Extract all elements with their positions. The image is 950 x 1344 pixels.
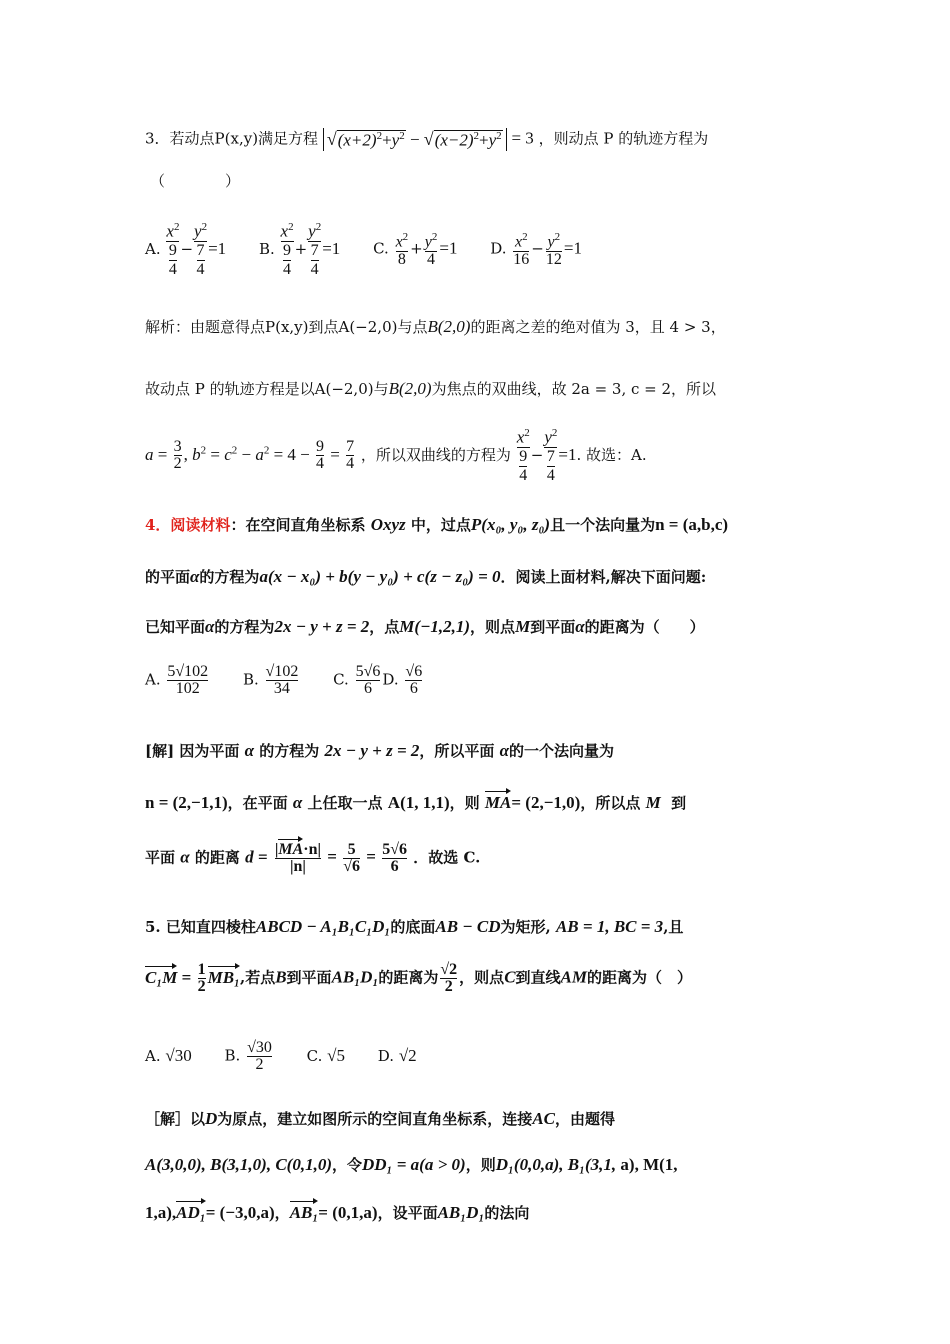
q4-number: 4．阅读材料 bbox=[145, 516, 231, 534]
q4-option-b[interactable]: B. $\frac{√102}{34}$ bbox=[242, 663, 299, 697]
q4-distance-formula: $\frac{|MA\cdot n|}{|n|}$ = $\frac{5}{√6}$ = $\frac{5√6}{6}$ bbox=[274, 841, 407, 875]
q3-options bbox=[145, 222, 810, 278]
q5-solution-3: 1,a),AD₁= (−3,0,a)，AB₁= (0,1,a)，设平面AB₁D₁的法向 bbox=[145, 1203, 530, 1222]
q5-vector-relation: C₁M = $\frac{1}{2}$ MB₁ bbox=[145, 961, 240, 996]
q4-option-c[interactable]: C. $\frac{5√6}{6}$ bbox=[333, 663, 381, 697]
q5-option-b[interactable]: B. $\frac{√30}{2}$ bbox=[224, 1039, 272, 1073]
q4-solution-3: 平面 α 的距离 d = $\frac{|MA\cdot n|}{|n|}$ = $\frac{5}{√6}$ = $\frac{5√6}{6}$ ．故选 C. bbox=[145, 841, 481, 875]
q3-answer-paren: （ ） bbox=[150, 172, 241, 190]
q5-solution-1: ［解］以D为原点，建立如图所示的空间直角坐标系，连接AC，由题得 bbox=[145, 1109, 616, 1128]
q4-option-a[interactable]: A. $\frac{5√102}{102}$ bbox=[145, 663, 209, 697]
q4-line-1: 4．阅读材料：在空间直角坐标系 Oxyz 中，过点P(x₀, y₀, z₀)且一个法向量为n = (a,b,c) bbox=[145, 515, 729, 534]
q3-eq-tail: = 3 bbox=[511, 128, 534, 148]
q3-option-c[interactable]: C. $\frac{x^2}{8}$ + $\frac{y^2}{4}$ =1 bbox=[373, 231, 458, 268]
q4-line-2: 的平面α的方程为a(x − x₀) + b(y − y₀) + c(z − z₀) = 0．阅读上面材料,解决下面问题: bbox=[145, 567, 707, 586]
q5-options bbox=[145, 1040, 810, 1073]
q4-solution-2: n = (2,−1,1)，在平面 α 上任取一点 A(1, 1,1)，则 MA= (2,−1,0)，所以点 M 到 bbox=[145, 793, 687, 812]
q3-stem bbox=[145, 128, 810, 151]
q5-solution-2: A(3,0,0), B(3,1,0), C(0,1,0)，令DD₁ = a(a > 0)，则D₁(0,0,a), B₁(3,1, a), M(1, bbox=[145, 1155, 678, 1174]
q3-solution-3: a = $\frac{3}{2}$ , $b^2 = c^2 - a^2 = 4$ − $\frac{9}{4}$ = $\frac{7}{4}$ ，所以双曲线的方程为 $\frac{x^2}{\frac{9}{4}}$ − $\frac{y^2}{\frac{7}{4}}$ =1. 故选：A. bbox=[145, 427, 647, 484]
q5-option-d[interactable]: D. √2 bbox=[377, 1045, 417, 1065]
q5-option-c[interactable]: C. √5 bbox=[306, 1045, 345, 1065]
q3-stem-tail: ，则动点 P 的轨迹方程为 bbox=[538, 129, 709, 148]
q3-option-a[interactable]: A. $\frac{x^2}{\frac{9}{4}}$ − $\frac{y^2}{\frac{7}{4}}$ =1 bbox=[145, 221, 227, 278]
q5-option-a[interactable]: A. √30 bbox=[145, 1045, 192, 1065]
q3-ab-values: a = $\frac{3}{2}$ , $b^2 = c^2 - a^2 = 4$ − $\frac{9}{4}$ = $\frac{7}{4}$ bbox=[145, 438, 355, 473]
q3-solution-1: 解析：由题意得点P(x,y)到点A(−2,0)与点B(2,0)的距离之差的绝对值为 3，且 4 > 3， bbox=[145, 317, 726, 336]
q4-line-3: 已知平面α的方程为2x − y + z = 2，点M(−1,2,1)，则点M到平面α的距离为（ ） bbox=[145, 617, 705, 636]
q5-line-2: C₁M = $\frac{1}{2}$ MB₁,若点B到平面AB₁D₁的距离为 $\frac{√2}{2}$ ，则点C到直线AM的距离为（ ） bbox=[145, 961, 693, 996]
q3-option-d[interactable]: D. $\frac{x^2}{16}$ − $\frac{y^2}{12}$ =1 bbox=[490, 231, 582, 268]
q3-answer-eq: $\frac{x^2}{\frac{9}{4}}$ bbox=[516, 427, 530, 484]
q3-abs-expr: √ $(x+2)^2+y^2$ − √ $(x-2)^2+y^2$ bbox=[323, 128, 507, 151]
q4-option-d[interactable]: D. $\frac{√6}{6}$ bbox=[382, 663, 423, 697]
q4-options bbox=[145, 664, 810, 697]
q4-solution-1: [解] 因为平面 α 的方程为 2x − y + z = 2，所以平面 α的一个法向量为 bbox=[145, 741, 615, 760]
q3-option-b[interactable]: B. $\frac{x^2}{\frac{9}{4}}$ + $\frac{y^2}{\frac{7}{4}}$ =1 bbox=[258, 221, 341, 278]
q5-line-1: 5. 已知直四棱柱ABCD − A₁B₁C₁D₁的底面AB − CD为矩形, AB = 1, BC = 3,且 bbox=[145, 917, 684, 936]
q3-stem-text: 3．若动点P(x,y)满足方程 bbox=[145, 129, 319, 148]
q3-solution-2: 故动点 P 的轨迹方程是以A(−2,0)与B(2,0)为焦点的双曲线，故 2a = 3, c = 2，所以 bbox=[145, 379, 717, 398]
